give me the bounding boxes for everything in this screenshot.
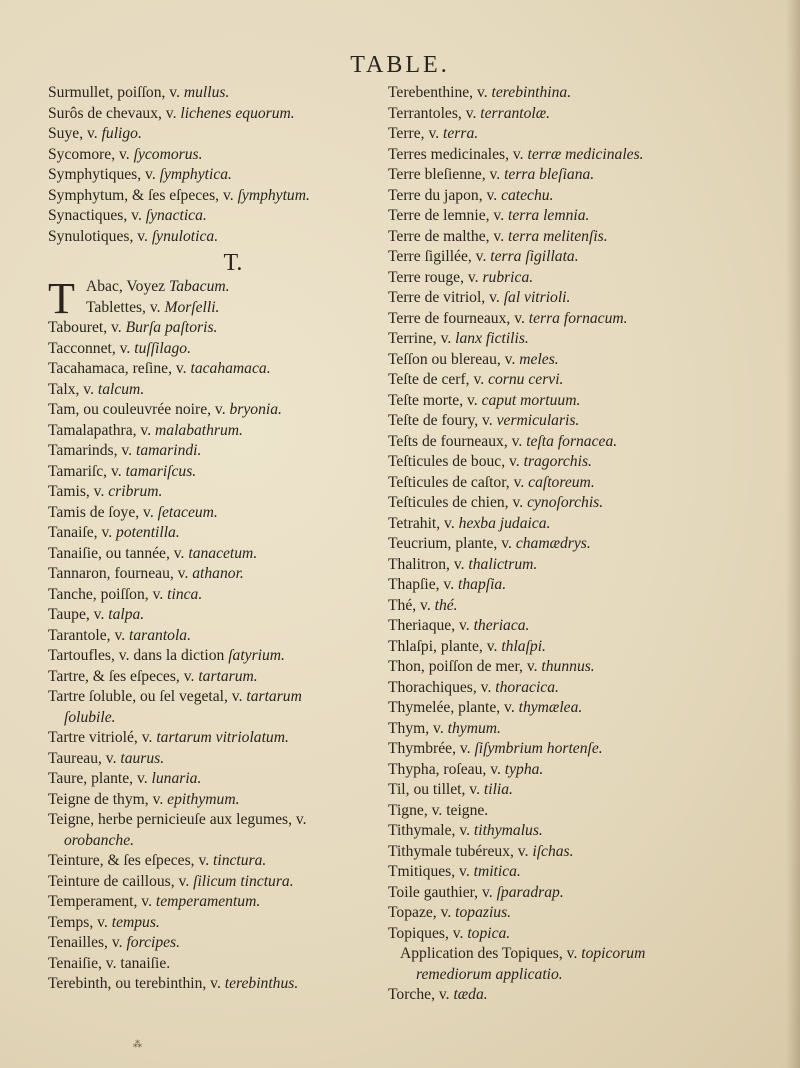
- entry-french-term: Tam, ou couleuvrée noire, v.: [48, 401, 230, 418]
- entry-latin-term: tanacetum.: [188, 544, 258, 562]
- index-entry: [48, 83, 378, 104]
- entry-latin-term: tempus.: [111, 913, 160, 931]
- index-entry: [388, 903, 793, 924]
- page-title: TABLE.: [350, 52, 450, 78]
- entry-french-term: Til, ou tillet, v.: [388, 781, 484, 798]
- entry-french-term: Torche, v.: [388, 986, 454, 1003]
- entry-french-term: Tmitiques, v.: [388, 863, 474, 880]
- entry-latin-term: ſetaceum.: [157, 503, 218, 521]
- index-entry: [48, 298, 378, 319]
- entry-latin-term: lunaria.: [151, 770, 202, 787]
- entry-latin-term: ſal vitrioli.: [503, 289, 571, 306]
- entry-french-term: Tanche, poiſſon, v.: [48, 585, 168, 603]
- index-entry: [388, 514, 793, 535]
- index-entry: [48, 277, 378, 298]
- index-entry: [48, 769, 378, 790]
- index-entry: [388, 842, 793, 863]
- entry-latin-term: bryonia.: [229, 401, 282, 418]
- entry-french-term: Teſticules de caſtor, v.: [388, 473, 529, 491]
- entry-latin-term: thlaſpi.: [501, 637, 546, 655]
- index-entry: [388, 719, 793, 740]
- entry-latin-term: tragorchis.: [523, 453, 592, 470]
- entry-french-term: Taupe, v.: [48, 606, 109, 623]
- index-entry: [48, 441, 378, 462]
- index-entry: [48, 667, 378, 688]
- dropcap-letter: T: [48, 274, 75, 323]
- entry-french-term: Theriaque, v.: [388, 617, 474, 634]
- entry-french-term: Thorachiques, v.: [388, 678, 496, 696]
- entry-french-term: Teſte de cerf, v.: [388, 371, 489, 388]
- index-entry: [388, 944, 793, 965]
- entry-latin-term: lichenes equorum.: [180, 104, 295, 122]
- index-entry: [48, 687, 378, 708]
- entry-french-term: Terre bleſienne, v.: [388, 166, 505, 183]
- entry-latin-term: ſycomorus.: [133, 145, 203, 163]
- index-entry: [48, 646, 378, 667]
- entry-latin-term: terra lemnia.: [508, 207, 590, 224]
- entry-french-term: Teſticules de chien, v.: [388, 494, 528, 511]
- index-entry: [48, 831, 378, 852]
- index-entry: [48, 954, 378, 975]
- index-entry: [388, 862, 793, 883]
- entry-french-term: Terre de fourneaux, v.: [388, 309, 529, 327]
- entry-french-term: Toile gauthier, v.: [388, 883, 497, 901]
- entry-french-term: Teinture de caillous, v.: [48, 872, 194, 890]
- entry-latin-term: ſatyrium.: [228, 647, 285, 664]
- entry-latin-term: cynoſorchis.: [527, 494, 604, 511]
- entry-french-term: Thymbrée, v.: [388, 740, 475, 757]
- entry-french-term: Suye, v.: [48, 125, 102, 142]
- index-entry: [48, 708, 378, 729]
- index-entry: [48, 749, 378, 770]
- entry-latin-term: thapſia.: [458, 576, 507, 593]
- entry-french-term: Thypha, roſeau, v.: [388, 760, 505, 778]
- entry-latin-term: terra ſigillata.: [490, 248, 579, 265]
- entry-latin-term: athanor.: [192, 565, 244, 582]
- entry-french-term: Tithymale tubéreux, v.: [388, 842, 533, 860]
- index-entry: [48, 728, 378, 749]
- entry-french-term: Terre du japon, v.: [388, 186, 502, 204]
- entry-latin-term: epithymum.: [167, 790, 240, 808]
- entry-french-term: Symphytiques, v.: [48, 166, 160, 183]
- index-entry: [388, 83, 793, 104]
- entry-latin-term: tamariſcus.: [125, 462, 197, 480]
- entry-latin-term: topicorum: [581, 945, 646, 962]
- index-entry: [48, 851, 378, 872]
- entry-latin-term: tartarum: [246, 688, 302, 705]
- entry-french-term: Tamarinds, v.: [48, 442, 136, 459]
- entry-french-term: Tenaiſie, v. tanaiſie.: [48, 954, 171, 972]
- index-entry: [48, 145, 378, 166]
- entry-french-term: Tartre ſoluble, ou ſel vegetal, v.: [48, 688, 247, 705]
- entry-french-term: Terre de vitriol, v.: [388, 289, 504, 306]
- left-entries-t: [48, 274, 378, 995]
- entry-latin-term: hexba judaica.: [458, 514, 551, 532]
- entry-french-term: Terebinth, ou terebinthin, v.: [48, 975, 225, 992]
- entry-latin-term: tartarum.: [198, 667, 258, 685]
- index-entry: [48, 421, 378, 442]
- entry-french-term: Terre, v.: [388, 125, 444, 142]
- index-entry: [388, 432, 793, 453]
- entry-latin-term: terebinthus.: [224, 975, 299, 992]
- index-entry: [388, 473, 793, 494]
- index-entry: [48, 380, 378, 401]
- index-entry: [388, 616, 793, 637]
- index-entry: [388, 985, 793, 1006]
- entry-latin-term: teſta fornacea.: [526, 432, 618, 450]
- index-entry: [388, 329, 793, 350]
- entry-latin-term: thymum.: [447, 719, 501, 737]
- entry-latin-term: theriaca.: [473, 617, 530, 634]
- entry-latin-term: ſolubile.: [64, 708, 116, 726]
- entry-latin-term: ſynulotica.: [151, 227, 219, 245]
- entry-latin-term: remediorum applicatio.: [416, 965, 563, 983]
- index-entry: [388, 411, 793, 432]
- entry-latin-term: tinctura.: [213, 852, 267, 869]
- index-entry: [48, 913, 378, 934]
- entry-french-term: Thymelée, plante, v.: [388, 699, 519, 716]
- entry-latin-term: tilia.: [483, 781, 513, 798]
- entry-french-term: Tartre vitriolé, v.: [48, 729, 157, 746]
- entry-french-term: Thon, poiſſon de mer, v.: [388, 658, 542, 675]
- index-entry: [48, 462, 378, 483]
- entry-latin-term: forcipes.: [126, 934, 181, 951]
- index-entry: [388, 596, 793, 617]
- entry-latin-term: terra bleſiana.: [504, 166, 595, 183]
- index-entry: [48, 206, 378, 227]
- entry-latin-term: tinca.: [167, 585, 203, 603]
- index-entry: [48, 892, 378, 913]
- entry-latin-term: ſiſymbrium hortenſe.: [474, 740, 603, 757]
- entry-latin-term: ſymphytica.: [159, 166, 232, 183]
- entry-latin-term: catechu.: [501, 186, 554, 204]
- index-entry: [388, 124, 793, 145]
- entry-french-term: Thym, v.: [388, 719, 448, 737]
- entry-latin-term: tarantola.: [129, 626, 191, 644]
- index-entry: [388, 186, 793, 207]
- entry-latin-term: topica.: [467, 924, 511, 942]
- entry-latin-term: ſparadrap.: [496, 883, 564, 901]
- entry-latin-term: ſilicum tinctura.: [193, 872, 294, 890]
- index-entry: [388, 555, 793, 576]
- entry-french-term: Terre rouge, v.: [388, 268, 483, 286]
- entry-latin-term: cribrum.: [108, 483, 163, 500]
- entry-french-term: Teucrium, plante, v.: [388, 535, 516, 552]
- entry-latin-term: thé.: [434, 596, 458, 614]
- entry-latin-term: terræ medicinales.: [527, 145, 644, 163]
- entry-latin-term: cornu cervi.: [488, 371, 564, 388]
- entry-french-term: Terre ſigillée, v.: [388, 248, 491, 265]
- index-entry: [388, 288, 793, 309]
- entry-french-term: Terrantoles, v.: [388, 104, 481, 122]
- entry-latin-term: tmitica.: [473, 863, 521, 880]
- index-entry: [388, 145, 793, 166]
- entry-french-term: Teigne de thym, v.: [48, 790, 168, 808]
- entry-latin-term: caput mortuum.: [481, 391, 581, 409]
- index-entry: [388, 801, 793, 822]
- index-entry: [388, 780, 793, 801]
- index-entry: [388, 227, 793, 248]
- entry-latin-term: lanx fictilis.: [455, 330, 529, 347]
- index-entry: [388, 924, 793, 945]
- entry-latin-term: potentilla.: [116, 524, 180, 541]
- entry-latin-term: typha.: [504, 760, 544, 778]
- entry-french-term: Tigne, v. teigne.: [388, 801, 489, 819]
- index-entry: [388, 452, 793, 473]
- index-entry: [48, 544, 378, 565]
- entry-french-term: Tablettes, v.: [86, 298, 165, 316]
- index-entry: [388, 760, 793, 781]
- index-entry: [388, 206, 793, 227]
- index-entry: [48, 165, 378, 186]
- index-entry: [48, 359, 378, 380]
- index-entry: [388, 965, 793, 986]
- index-entry: [388, 678, 793, 699]
- entry-french-term: Teſts de fourneaux, v.: [388, 432, 527, 450]
- index-entry: [388, 391, 793, 412]
- entry-latin-term: Tabacum.: [169, 278, 230, 295]
- index-entry: [388, 350, 793, 371]
- entry-latin-term: thunnus.: [541, 658, 595, 675]
- entry-latin-term: fuligo.: [101, 125, 142, 142]
- entry-french-term: Surmullet, poiſſon, v.: [48, 84, 184, 101]
- entry-french-term: Tetrahit, v.: [388, 514, 459, 532]
- entry-latin-term: caſtoreum.: [528, 473, 595, 491]
- index-entry: [48, 790, 378, 811]
- entry-french-term: Thalitron, v.: [388, 555, 469, 573]
- entry-latin-term: terrantolæ.: [480, 104, 551, 122]
- index-entry: [48, 104, 378, 125]
- index-entry: [388, 534, 793, 555]
- entry-latin-term: meles.: [519, 350, 559, 368]
- entry-latin-term: tamarindi.: [135, 442, 202, 459]
- entry-latin-term: temperamentum.: [155, 893, 261, 910]
- entry-latin-term: terra melitenſis.: [508, 227, 608, 245]
- index-entry: [48, 810, 378, 831]
- entry-french-term: Taureau, v.: [48, 749, 121, 767]
- entry-latin-term: tartarum vitriolatum.: [156, 729, 289, 746]
- entry-french-term: Tacahamaca, reſine, v.: [48, 360, 191, 377]
- entry-latin-term: rubrica.: [482, 268, 534, 286]
- entry-latin-term: Morſelli.: [164, 298, 220, 316]
- entry-french-term: Tartoufles, v. dans la diction: [48, 647, 229, 664]
- entry-latin-term: topazius.: [455, 904, 512, 921]
- entry-french-term: Terrine, v.: [388, 330, 456, 347]
- index-entry: [388, 247, 793, 268]
- index-entry: [388, 821, 793, 842]
- entry-latin-term: thoracica.: [495, 678, 559, 696]
- index-entry: [48, 482, 378, 503]
- index-entry: [48, 124, 378, 145]
- entry-french-term: Tamariſc, v.: [48, 462, 126, 480]
- footer-mark: ⁂: [133, 1040, 142, 1050]
- index-entry: [48, 605, 378, 626]
- entry-french-term: Sycomore, v.: [48, 145, 134, 163]
- entry-french-term: Temps, v.: [48, 913, 112, 931]
- index-entry: [48, 503, 378, 524]
- index-entry: [388, 739, 793, 760]
- right-column: [388, 83, 793, 1006]
- index-entry: [48, 400, 378, 421]
- index-entry: [388, 883, 793, 904]
- entry-french-term: Synactiques, v.: [48, 207, 146, 224]
- index-entry: [48, 523, 378, 544]
- entry-french-term: Teinture, & ſes eſpeces, v.: [48, 852, 214, 869]
- entry-french-term: Topiques, v.: [388, 924, 468, 942]
- entry-french-term: Topaze, v.: [388, 904, 456, 921]
- index-entry: [388, 698, 793, 719]
- index-entry: [48, 339, 378, 360]
- entry-french-term: Tenailles, v.: [48, 934, 127, 951]
- section-letter: T.: [223, 250, 243, 276]
- entry-french-term: Terre de malthe, v.: [388, 227, 508, 245]
- entry-french-term: Abac, Voyez: [86, 278, 170, 295]
- entry-latin-term: orobanche.: [64, 831, 135, 849]
- index-entry: [388, 309, 793, 330]
- entry-latin-term: terra fornacum.: [528, 309, 628, 327]
- entry-french-term: Surôs de chevaux, v.: [48, 104, 181, 122]
- left-column: [48, 83, 378, 995]
- entry-latin-term: tithymalus.: [473, 822, 543, 839]
- entry-latin-term: terebinthina.: [491, 84, 572, 101]
- entry-french-term: Teigne, herbe pernicieuſe aux legumes, v.: [48, 811, 307, 828]
- entry-french-term: Teſte morte, v.: [388, 391, 482, 409]
- entry-french-term: Terres medicinales, v.: [388, 145, 528, 163]
- index-entry: [48, 186, 378, 207]
- entry-latin-term: mullus.: [183, 84, 230, 101]
- entry-french-term: Thlaſpi, plante, v.: [388, 637, 502, 655]
- index-entry: [388, 637, 793, 658]
- entry-latin-term: malabathrum.: [155, 421, 243, 439]
- index-entry: [48, 585, 378, 606]
- entry-french-term: Application des Topiques, v.: [400, 945, 582, 962]
- entry-latin-term: terra.: [443, 125, 479, 142]
- index-entry: [388, 165, 793, 186]
- entry-latin-term: taurus.: [120, 749, 165, 767]
- entry-french-term: Thapſie, v.: [388, 576, 459, 593]
- entry-latin-term: Burſa paſtoris.: [125, 319, 218, 336]
- entry-french-term: Teſticules de bouc, v.: [388, 453, 524, 470]
- index-entry: [48, 626, 378, 647]
- index-entry: [48, 974, 378, 995]
- entry-latin-term: chamædrys.: [515, 535, 591, 552]
- entry-latin-term: tuſſilago.: [134, 339, 191, 357]
- entry-latin-term: ſymphytum.: [237, 186, 310, 204]
- entry-french-term: Teſte de foury, v.: [388, 412, 497, 429]
- entry-latin-term: iſchas.: [532, 842, 574, 860]
- entry-french-term: Talx, v.: [48, 380, 98, 398]
- entry-latin-term: vermicularis.: [496, 412, 580, 429]
- entry-french-term: Teſſon ou blereau, v.: [388, 350, 520, 368]
- entry-french-term: Terebenthine, v.: [388, 84, 492, 101]
- entry-french-term: Tamalapathra, v.: [48, 421, 156, 439]
- entry-french-term: Tamis de ſoye, v.: [48, 503, 158, 521]
- index-entry: [48, 872, 378, 893]
- index-entry: [388, 370, 793, 391]
- index-entry: [388, 268, 793, 289]
- entry-french-term: Taure, plante, v.: [48, 770, 152, 787]
- index-entry: [388, 657, 793, 678]
- entry-french-term: Tarantole, v.: [48, 626, 130, 644]
- entry-french-term: Tanaiſe, v.: [48, 524, 117, 541]
- index-entry: [48, 564, 378, 585]
- entry-latin-term: talpa.: [108, 606, 145, 623]
- entry-french-term: Tacconnet, v.: [48, 339, 135, 357]
- entry-french-term: Temperament, v.: [48, 893, 156, 910]
- entry-french-term: Tithymale, v.: [388, 822, 474, 839]
- entry-french-term: Synulotiques, v.: [48, 227, 152, 245]
- index-entry: [48, 227, 378, 248]
- entry-latin-term: tacahamaca.: [190, 360, 271, 377]
- entry-latin-term: talcum.: [97, 380, 145, 398]
- entry-french-term: Tannaron, fourneau, v.: [48, 565, 193, 582]
- entry-french-term: Tabouret, v.: [48, 319, 126, 336]
- entry-latin-term: tæda.: [453, 986, 488, 1003]
- index-entry: [388, 104, 793, 125]
- entry-french-term: Tanaiſie, ou tannée, v.: [48, 544, 189, 562]
- entry-french-term: Symphytum, & ſes eſpeces, v.: [48, 186, 238, 204]
- entry-latin-term: thalictrum.: [468, 555, 538, 573]
- entry-french-term: Tamis, v.: [48, 483, 109, 500]
- index-entry: [48, 318, 378, 339]
- index-entry: [388, 575, 793, 596]
- entry-french-term: Terre de lemnie, v.: [388, 207, 508, 224]
- entry-latin-term: thymælea.: [518, 699, 583, 716]
- index-entry: [388, 493, 793, 514]
- entry-french-term: Tartre, & ſes eſpeces, v.: [48, 667, 199, 685]
- left-entries-s: [48, 83, 378, 247]
- entry-latin-term: ſynactica.: [145, 207, 207, 224]
- index-entry: [48, 933, 378, 954]
- entry-french-term: Thé, v.: [388, 596, 435, 614]
